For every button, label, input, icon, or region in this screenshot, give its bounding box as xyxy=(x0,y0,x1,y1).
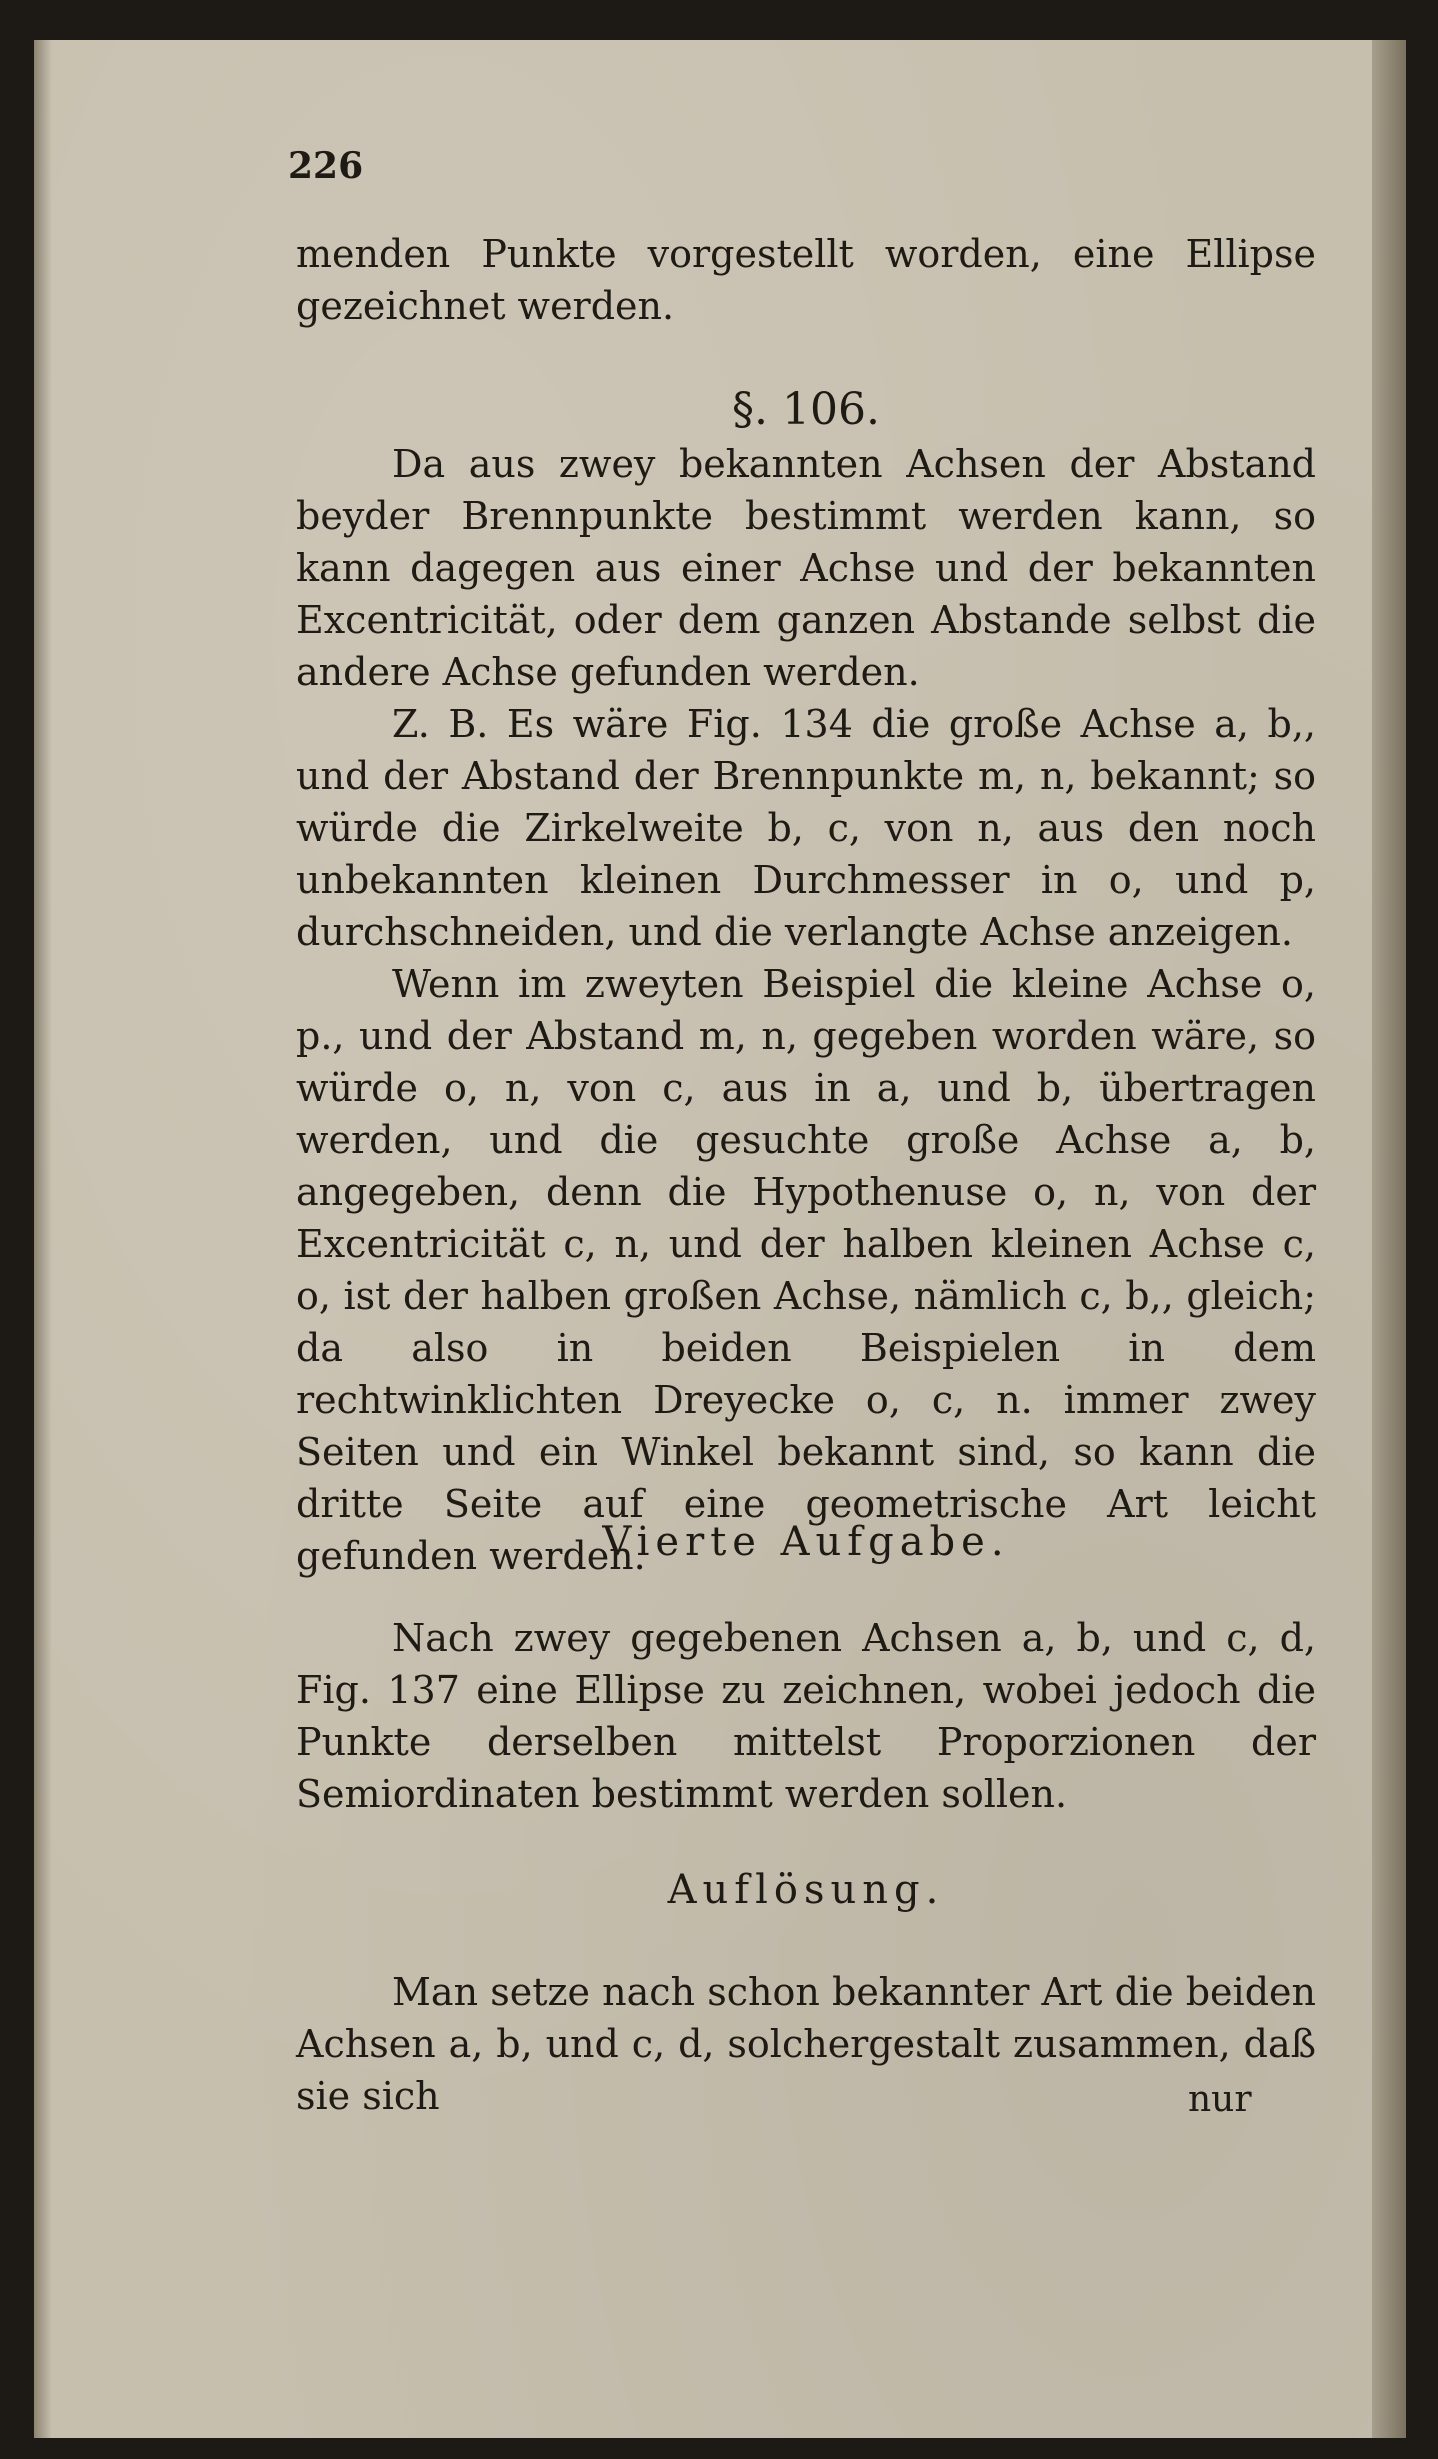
page-edge-shadow xyxy=(1372,40,1406,2438)
section-body xyxy=(296,438,1316,1582)
paragraph: Nach zwey gegebenen Achsen a, b, und c, d, Fig. 137 eine Ellipse zu zeichnen, wobei jedoch die Punkte derselben mittelst Proporzionen der Semiordinaten bestimmt werden sollen. xyxy=(296,1616,1316,1816)
paragraph: Man setze nach schon bekannter Art die beiden Achsen a, b, und c, d, solchergestalt zusammen, daß sie sich xyxy=(296,1970,1316,2118)
task-heading: Vierte Aufgabe. xyxy=(602,1519,1010,1565)
continued-paragraph xyxy=(296,228,1316,332)
paragraph: menden Punkte vorgestellt worden, eine Ellipse gezeichnet werden. xyxy=(296,232,1316,328)
paragraph: Wenn im zweyten Beispiel die kleine Achse o, p., und der Abstand m, n, gegeben worden wäre, so würde o, n, von c, aus in a, und b, übertragen werden, und die gesuchte große Achse a, b, angegeben, denn die Hypothenuse o, n, von der Excentricität c, n, und der halben kleinen Achse c, o, ist der halben großen Achse, nämlich c, b,, gleich; da also in beiden Beispielen in dem rechtwinklichten Dreyecke o, c, n. immer zwey Seiten und ein Winkel bekannt sind, so kann die dritte Seite auf eine geometrische Art leicht gefunden werden. xyxy=(296,962,1316,1578)
solution-body xyxy=(296,1966,1316,2122)
page-gutter-shadow xyxy=(34,40,52,2438)
page-number: 226 xyxy=(288,145,364,187)
task-body xyxy=(296,1612,1316,1820)
catchword: nur xyxy=(1188,2079,1252,2120)
paragraph: Da aus zwey bekannten Achsen der Abstand beyder Brennpunkte bestimmt werden kann, so kann dagegen aus einer Achse und der bekannten Excentricität, oder dem ganzen Abstande selbst die andere Achse gefunden werden. xyxy=(296,442,1316,694)
solution-heading: Auflösung. xyxy=(667,1867,945,1913)
section-heading: §. 106. xyxy=(732,384,880,435)
paragraph: Z. B. Es wäre Fig. 134 die große Achse a, b,, und der Abstand der Brennpunkte m, n, bekannt; so würde die Zirkelweite b, c, von n, aus den noch unbekannten kleinen Durchmesser in o, und p, durchschneiden, und die verlangte Achse anzeigen. xyxy=(296,702,1316,954)
